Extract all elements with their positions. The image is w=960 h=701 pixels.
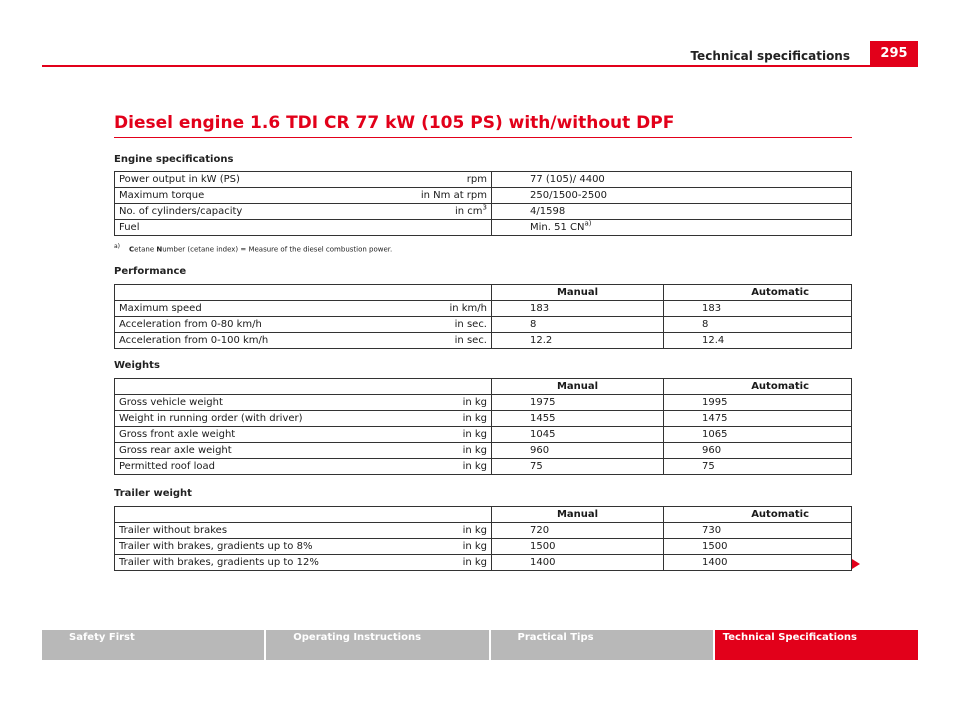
footer-tab-operating-instructions[interactable]: Operating Instructions	[266, 630, 488, 660]
table-row	[115, 333, 852, 349]
row-value	[492, 220, 852, 236]
table-row	[115, 411, 852, 427]
header-rule	[42, 65, 918, 67]
row-unit: in kg	[377, 411, 492, 427]
triangle-right-icon[interactable]	[852, 559, 860, 569]
row-unit: in kg	[377, 443, 492, 459]
footnote	[114, 243, 392, 253]
table-row	[115, 427, 852, 443]
table-row	[115, 172, 852, 188]
footnote-reference: a)	[584, 219, 592, 228]
table-row	[115, 220, 852, 236]
column-header-manual: Manual	[492, 285, 664, 301]
weights-heading: Weights	[114, 360, 160, 371]
row-unit: in kg	[377, 395, 492, 411]
manual-value: 1975	[492, 395, 664, 411]
manual-value: 12.2	[492, 333, 664, 349]
row-unit	[377, 204, 492, 220]
row-label: Trailer with brakes, gradients up to 12%	[115, 555, 378, 571]
performance-heading: Performance	[114, 266, 187, 277]
row-unit: in sec.	[377, 317, 492, 333]
performance-table	[114, 284, 852, 349]
page-title: Diesel engine 1.6 TDI CR 77 kW (105 PS) with/without DPF	[114, 113, 675, 133]
row-value: 77 (105)/ 4400	[492, 172, 852, 188]
row-unit: in kg	[377, 539, 492, 555]
automatic-value: 75	[664, 459, 852, 475]
table-header-row	[115, 285, 852, 301]
table-row	[115, 395, 852, 411]
column-header-automatic: Automatic	[664, 507, 852, 523]
table-row	[115, 204, 852, 220]
row-unit: in km/h	[377, 301, 492, 317]
automatic-value: 960	[664, 443, 852, 459]
row-unit: in kg	[377, 459, 492, 475]
footer-tab-safety-first[interactable]: Safety First	[42, 630, 264, 660]
unit-superscript: 3	[482, 203, 487, 212]
manual-value: 720	[492, 523, 664, 539]
row-label: Trailer without brakes	[115, 523, 378, 539]
footnote-bold-n: N	[156, 245, 163, 254]
row-unit	[377, 220, 492, 236]
footer-navigation	[42, 630, 918, 660]
row-label: Fuel	[115, 220, 378, 236]
row-unit: in sec.	[377, 333, 492, 349]
row-label: Acceleration from 0-100 km/h	[115, 333, 378, 349]
engine-specifications-table	[114, 171, 852, 236]
manual-value: 183	[492, 301, 664, 317]
footer-tab-technical-specifications[interactable]: Technical Specifications	[715, 630, 918, 660]
table-row	[115, 443, 852, 459]
row-value: 250/1500-2500	[492, 188, 852, 204]
automatic-value: 8	[664, 317, 852, 333]
automatic-value: 1995	[664, 395, 852, 411]
automatic-value: 1400	[664, 555, 852, 571]
row-unit: rpm	[377, 172, 492, 188]
automatic-value: 12.4	[664, 333, 852, 349]
automatic-value: 730	[664, 523, 852, 539]
row-label: Gross front axle weight	[115, 427, 378, 443]
table-row	[115, 188, 852, 204]
row-unit: in kg	[377, 555, 492, 571]
automatic-value: 1500	[664, 539, 852, 555]
manual-value: 1400	[492, 555, 664, 571]
row-label: Maximum torque	[115, 188, 378, 204]
column-header-automatic: Automatic	[664, 285, 852, 301]
row-unit: in kg	[377, 523, 492, 539]
table-row	[115, 459, 852, 475]
running-header-title: Technical specifications	[690, 49, 850, 63]
table-row	[115, 301, 852, 317]
row-label: Power output in kW (PS)	[115, 172, 378, 188]
automatic-value: 183	[664, 301, 852, 317]
trailer-weight-heading: Trailer weight	[114, 488, 192, 499]
engine-specifications-heading: Engine specifications	[114, 154, 234, 165]
row-label: Acceleration from 0-80 km/h	[115, 317, 378, 333]
footnote-marker: a)	[114, 243, 121, 250]
unit-text: in cm	[454, 206, 483, 217]
manual-value: 8	[492, 317, 664, 333]
footnote-text: umber (cetane index) = Measure of the diesel combustion power.	[162, 245, 393, 254]
footnote-bold-c: C	[128, 245, 135, 254]
value-text: Min. 51 CN	[530, 222, 585, 233]
table-row	[115, 539, 852, 555]
row-label: Gross rear axle weight	[115, 443, 378, 459]
manual-value: 960	[492, 443, 664, 459]
row-unit: in kg	[377, 427, 492, 443]
title-rule	[114, 137, 852, 138]
column-header-manual: Manual	[492, 507, 664, 523]
trailer-weight-table	[114, 506, 852, 571]
weights-table	[114, 378, 852, 475]
table-row	[115, 317, 852, 333]
manual-value: 75	[492, 459, 664, 475]
table-header-row	[115, 507, 852, 523]
table-row	[115, 555, 852, 571]
column-header-manual: Manual	[492, 379, 664, 395]
row-value: 4/1598	[492, 204, 852, 220]
manual-value: 1045	[492, 427, 664, 443]
footnote-text: etane	[134, 245, 157, 254]
row-label: Maximum speed	[115, 301, 378, 317]
row-label: Gross vehicle weight	[115, 395, 378, 411]
row-label: No. of cylinders/capacity	[115, 204, 378, 220]
page-number: 295	[870, 41, 918, 67]
row-label: Permitted roof load	[115, 459, 378, 475]
row-label: Weight in running order (with driver)	[115, 411, 378, 427]
column-header-automatic: Automatic	[664, 379, 852, 395]
row-label: Trailer with brakes, gradients up to 8%	[115, 539, 378, 555]
manual-value: 1455	[492, 411, 664, 427]
table-header-row	[115, 379, 852, 395]
manual-value: 1500	[492, 539, 664, 555]
row-unit: in Nm at rpm	[377, 188, 492, 204]
automatic-value: 1475	[664, 411, 852, 427]
automatic-value: 1065	[664, 427, 852, 443]
footer-tab-practical-tips[interactable]: Practical Tips	[491, 630, 713, 660]
table-row	[115, 523, 852, 539]
